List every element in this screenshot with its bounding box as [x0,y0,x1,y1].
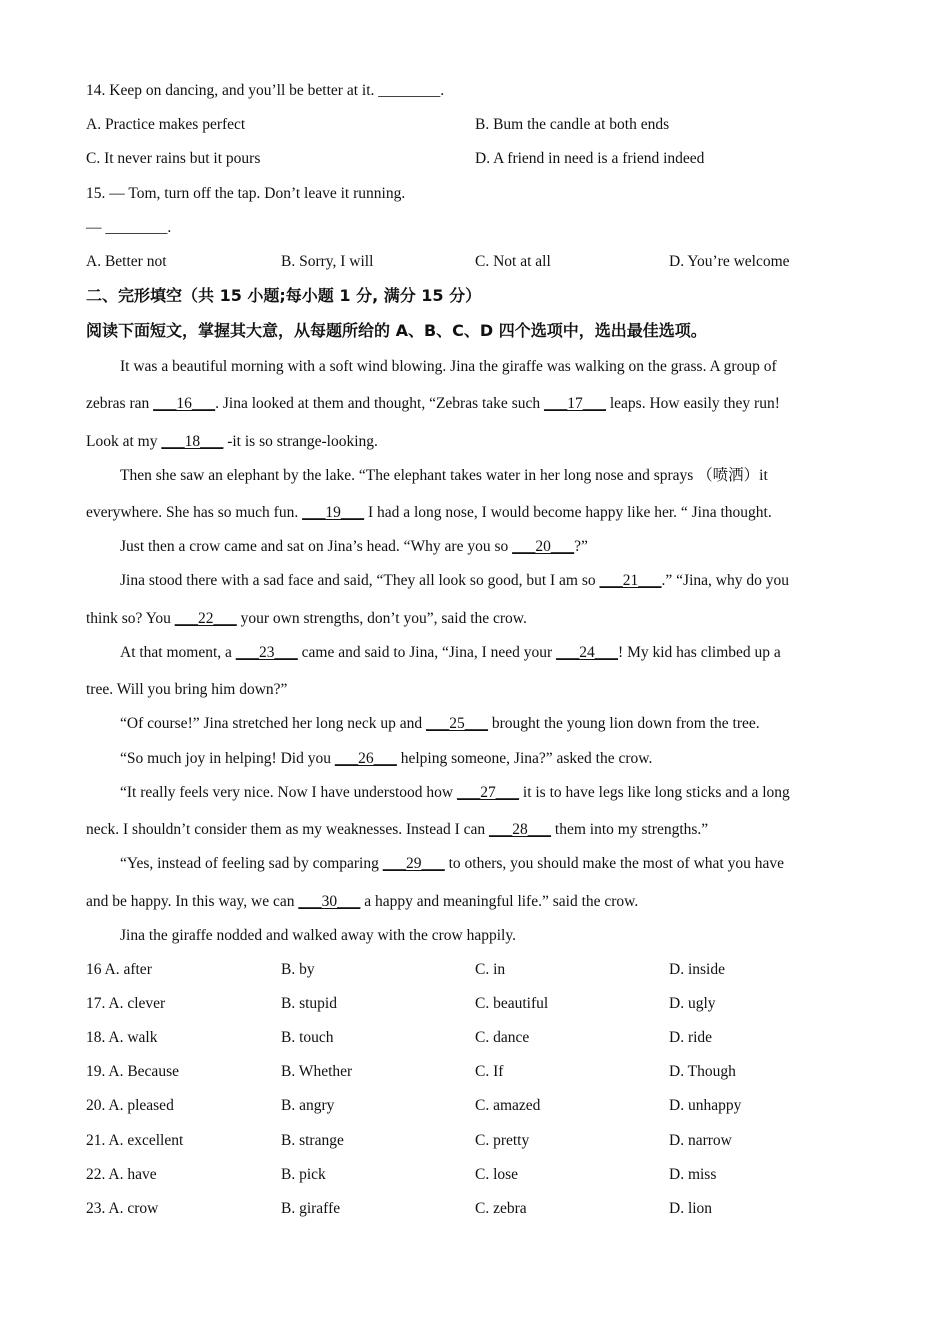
passage-line: Look at my ___18___ -it is so strange-looking. [86,433,378,450]
section-title: 二、完形填空（共 15 小题;每小题 1 分, 满分 15 分） [86,286,482,305]
passage-line: “It really feels very nice. Now I have understood how ___27___ it is to have legs like long sticks and a long [120,784,790,801]
choice-b: B. angry [281,1097,335,1114]
blank-29: ___29___ [382,855,445,872]
choice-c: C. beautiful [475,995,549,1012]
choice-b: B. strange [281,1132,344,1149]
choice-c: C. If [475,1063,504,1080]
option-a: A. Practice makes perfect [86,116,246,133]
option-c: C. Not at all [475,253,551,270]
choice-row-22 [86,1165,864,1185]
choice-row-17 [86,994,864,1014]
passage-line: think so? You ___22___ your own strengths, don’t you”, said the crow. [86,610,527,627]
passage-line: It was a beautiful morning with a soft wind blowing. Jina the giraffe was walking on the grass. A group of [120,358,777,375]
passage-line: Jina the giraffe nodded and walked away with the crow happily. [120,927,516,944]
passage-line: “So much joy in helping! Did you ___26___ helping someone, Jina?” asked the crow. [120,750,653,767]
choice-a: 21. A. excellent [86,1132,184,1149]
option-c: C. It never rains but it pours [86,150,261,167]
blank-25: ___25___ [426,715,489,732]
choice-a: 23. A. crow [86,1200,159,1217]
passage-line: and be happy. In this way, we can ___30___ a happy and meaningful life.” said the crow. [86,893,639,910]
choice-row-21 [86,1131,864,1151]
question-15-stem: 15. — Tom, turn off the tap. Don’t leave it running. [86,185,406,202]
passage-line: Just then a crow came and sat on Jina’s head. “Why are you so ___20___?” [120,538,588,555]
question-14-stem: 14. Keep on dancing, and you’ll be better at it. ________. [86,82,445,99]
choice-c: C. dance [475,1029,530,1046]
choice-d: D. unhappy [669,1097,742,1114]
choice-d: D. narrow [669,1132,732,1149]
passage-line: neck. I shouldn’t consider them as my weaknesses. Instead I can ___28___ them into my strengths.” [86,821,709,838]
choice-row-20 [86,1096,864,1116]
choice-d: D. Though [669,1063,736,1080]
question-15-options [86,252,864,272]
choice-c: C. pretty [475,1132,530,1149]
choice-b: B. pick [281,1166,326,1183]
option-a: A. Better not [86,253,167,270]
choice-c: C. zebra [475,1200,527,1217]
blank-21: ___21___ [599,572,662,589]
question-14-options [86,149,864,169]
choice-d: D. ugly [669,995,716,1012]
question-15-reply: — ________. [86,219,172,236]
passage-line: “Yes, instead of feeling sad by comparing ___29___ to others, you should make the most of what you have [120,855,784,872]
choice-d: D. lion [669,1200,713,1217]
choice-a: 22. A. have [86,1166,157,1183]
option-d: D. A friend in need is a friend indeed [475,150,705,167]
choice-c: C. lose [475,1166,519,1183]
blank-18: ___18___ [161,433,224,450]
choice-a: 18. A. walk [86,1029,158,1046]
blank-20: ___20___ [512,538,575,555]
choice-row-18 [86,1028,864,1048]
choice-row-23 [86,1199,864,1219]
choice-d: D. inside [669,961,725,978]
blank-22: ___22___ [174,610,237,627]
choice-b: B. by [281,961,315,978]
choice-b: B. giraffe [281,1200,341,1217]
choice-a: 17. A. clever [86,995,166,1012]
choice-b: B. touch [281,1029,334,1046]
option-d: D. You’re welcome [669,253,790,270]
passage-line: Jina stood there with a sad face and said, “They all look so good, but I am so ___21___.” “Jina, why do you [120,572,789,589]
choice-d: D. ride [669,1029,713,1046]
blank-27: ___27___ [457,784,520,801]
blank-26: ___26___ [334,750,397,767]
blank-23: ___23___ [235,644,298,661]
passage-line: zebras ran ___16___. Jina looked at them and thought, “Zebras take such ___17___ leaps. How easily they run! [86,395,780,412]
choice-c: C. amazed [475,1097,541,1114]
choice-a: 20. A. pleased [86,1097,174,1114]
choice-a: 19. A. Because [86,1063,179,1080]
choice-d: D. miss [669,1166,717,1183]
blank-24: ___24___ [556,644,619,661]
section-instruction: 阅读下面短文，掌握其大意，从每题所给的 A、B、C、D 四个选项中，选出最佳选项。 [86,321,707,340]
choice-c: C. in [475,961,506,978]
blank-28: ___28___ [489,821,552,838]
option-b: B. Sorry, I will [281,253,374,270]
passage-line: everywhere. She has so much fun. ___19___ I had a long nose, I would become happy like her. “ Jina thought. [86,504,772,521]
option-b: B. Bum the candle at both ends [475,116,670,133]
passage-line: At that moment, a ___23___ came and said to Jina, “Jina, I need your ___24___! My kid has climbed up a [120,644,781,661]
choice-row-19 [86,1062,864,1082]
blank-16: ___16___ [153,395,216,412]
choice-b: B. stupid [281,995,337,1012]
blank-17: ___17___ [543,395,606,412]
blank-30: ___30___ [298,893,361,910]
choice-row-16 [86,960,864,980]
passage-line: tree. Will you bring him down?” [86,681,288,698]
passage-line: “Of course!” Jina stretched her long neck up and ___25___ brought the young lion down from the tree. [120,715,760,732]
choice-a: 16 A. after [86,961,152,978]
blank-19: ___19___ [302,504,365,521]
choice-b: B. Whether [281,1063,353,1080]
passage-line: Then she saw an elephant by the lake. “The elephant takes water in her long nose and sprays （喷洒）it [120,467,768,484]
question-14-options [86,115,864,135]
